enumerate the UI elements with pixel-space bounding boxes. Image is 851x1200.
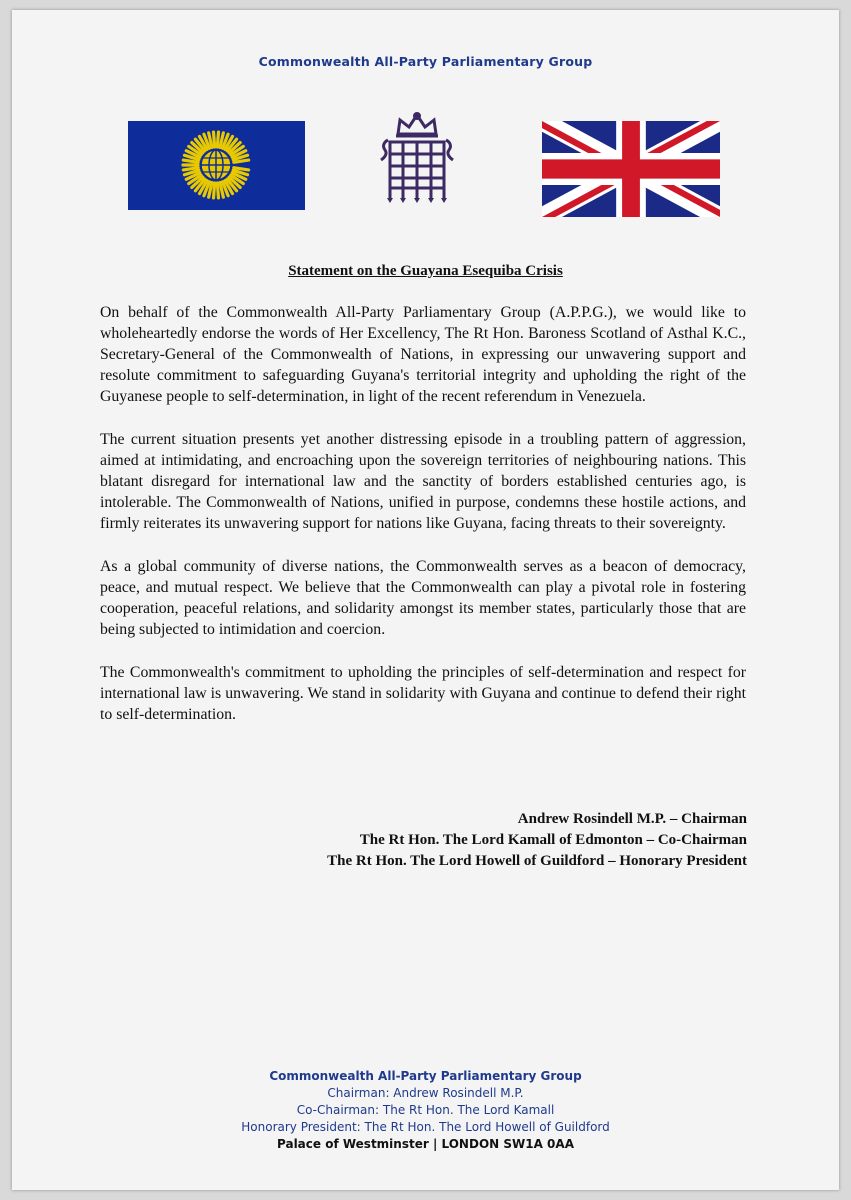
footer-co-chairman: Co-Chairman: The Rt Hon. The Lord Kamall <box>296 1103 555 1117</box>
statement-body <box>100 302 746 747</box>
footer-president: Honorary President: The Rt Hon. The Lord Howell of Guildford <box>241 1120 610 1134</box>
statement-title: Statement on the Guayana Esequiba Crisis <box>288 263 563 279</box>
sun-ray <box>217 183 218 198</box>
footer <box>12 1068 839 1153</box>
portcullis-icon <box>376 112 458 204</box>
sun-ray <box>214 132 215 147</box>
sun-ray <box>234 160 249 162</box>
signature-block <box>212 809 747 872</box>
footer-title: Commonwealth All-Party Parliamentary Group <box>269 1069 582 1083</box>
signature-chairman: Andrew Rosindell M.P. – Chairman <box>517 811 747 827</box>
signature-co-chairman: The Rt Hon. The Lord Kamall of Edmonton – Co-Chairman <box>359 832 747 848</box>
paragraph-2: The current situation presents yet another distressing episode in a troubling pattern of aggression, aimed at intimidating, and encroaching upon the sovereign territories of neighbouring nations. This blatant disregard for international law and the sanctity of borders established centuries ago, is intolerable. The Commonwealth of Nations, unified in purpose, condemns these hostile actions, and firmly reiterates its unwavering support for nations like Guyana, facing threats to their sovereignty. <box>100 431 746 532</box>
signature-honorary-president: The Rt Hon. The Lord Howell of Guildford – Honorary President <box>327 853 747 869</box>
sun-ray <box>217 132 218 147</box>
paragraph-1: On behalf of the Commonwealth All-Party Parliamentary Group (A.P.P.G.), we would like to wholeheartedly endorse the words of Her Excellency, The Rt Hon. Baroness Scotland of Asthal K.C., Secretary-General of the Commonwealth of Nations, in expressing our unwavering support and resolute commitment to safeguarding Guyana's territorial integrity and upholding the right of the Guyanese people to self-determination, in light of the recent referendum in Venezuela. <box>100 304 746 405</box>
paragraph-4: The Commonwealth's commitment to upholding the principles of self-determination and respect for international law is unwavering. We stand in solidarity with Guyana and continue to defend their right to self-determination. <box>100 664 746 723</box>
union-flag-icon <box>542 121 720 217</box>
header-title: Commonwealth All-Party Parliamentary Group <box>258 54 593 69</box>
document-page <box>12 10 839 1190</box>
sun-ray <box>183 168 198 170</box>
footer-address: Palace of Westminster | LONDON SW1A 0AA <box>277 1137 574 1151</box>
paragraph-3: As a global community of diverse nations, the Commonwealth serves as a beacon of democracy, peace, and mutual respect. We believe that the Commonwealth can play a pivotal role in fostering cooperation, peaceful relations, and solidarity amongst its member states, particularly those that are being subjected to intimidation and coercion. <box>100 558 746 638</box>
sun-ray <box>214 183 215 198</box>
commonwealth-flag-icon <box>128 121 305 210</box>
footer-chairman: Chairman: Andrew Rosindell M.P. <box>327 1086 524 1100</box>
